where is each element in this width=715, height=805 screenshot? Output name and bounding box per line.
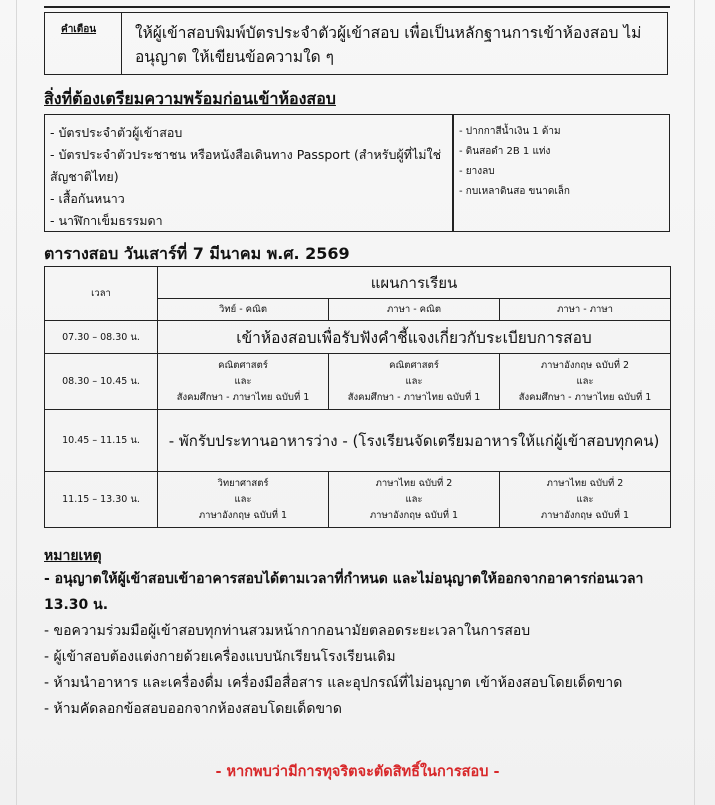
plan-header: แผนการเรียน: [158, 267, 671, 299]
table-row: [45, 410, 671, 472]
note-item: - ผู้เข้าสอบต้องแต่งกายด้วยเครื่องแบบนักเรียนโรงเรียนเดิม: [44, 649, 396, 665]
notes-list: [44, 566, 674, 722]
notes-title: หมายเหตุ: [44, 548, 102, 564]
subject-line: ภาษาไทย ฉบับที่ 2: [546, 477, 624, 489]
warning-label: คำเตือน: [61, 24, 97, 35]
top-table-border: [44, 6, 670, 8]
subject-line: สังคมศึกษา - ภาษาไทย ฉบับที่ 1: [518, 391, 652, 403]
page-edge-right: [694, 0, 695, 805]
subject-line: และ: [405, 375, 423, 387]
table-row: [45, 321, 671, 354]
page-edge-left: [16, 0, 17, 805]
note-item: - ห้ามคัดลอกข้อสอบออกจากห้องสอบโดยเด็ดขาด: [44, 701, 343, 717]
prep-item: - บัตรประจำตัวประชาชน หรือหนังสือเดินทาง Passport (สำหรับผู้ที่ไม่ใช่สัญชาติไทย): [50, 147, 442, 184]
prep-item: - บัตรประจำตัวผู้เข้าสอบ: [50, 125, 183, 140]
subject-line: และ: [405, 493, 423, 505]
subject-cell: [500, 354, 671, 410]
table-row: [45, 472, 671, 528]
break-cell: - พักรับประทานอาหารว่าง - (โรงเรียนจัดเตรียมอาหารให้แก่ผู้เข้าสอบทุกคน): [158, 410, 671, 472]
time-header: เวลา: [45, 267, 158, 321]
subject-line: และ: [234, 493, 252, 505]
subject-cell: [500, 472, 671, 528]
subject-line: วิทยาศาสตร์: [217, 477, 269, 489]
subject-cell: [158, 472, 329, 528]
note-item: - อนุญาตให้ผู้เข้าสอบเข้าอาคารสอบได้ตามเวลาที่กำหนด และไม่อนุญาตให้ออกจากอาคารก่อนเวลา 13.30 น.: [44, 571, 644, 613]
time-cell: 10.45 – 11.15 น.: [45, 410, 158, 472]
prep-box: [44, 114, 670, 232]
schedule-title: ตารางสอบ วันเสาร์ที่ 7 มีนาคม พ.ศ. 2569: [44, 244, 350, 263]
time-cell: 11.15 – 13.30 น.: [45, 472, 158, 528]
prep-item: - นาฬิกาเข็มธรรมดา: [50, 213, 163, 228]
table-header-row: [45, 267, 671, 299]
time-cell: 08.30 – 10.45 น.: [45, 354, 158, 410]
subject-line: ภาษาไทย ฉบับที่ 2: [375, 477, 453, 489]
warning-label-cell: [45, 13, 122, 74]
subject-line: คณิตศาสตร์: [218, 359, 268, 371]
prep-item: - กบเหลาดินสอ ขนาดเล็ก: [459, 186, 570, 197]
warning-text: ให้ผู้เข้าสอบพิมพ์บัตรประจำตัวผู้เข้าสอบ เพื่อเป็นหลักฐานการเข้าห้องสอบ ไม่อนุญาต ให้เขียนข้อความใด ๆ: [135, 24, 642, 66]
plan-header-lang-math: ภาษา - คณิต: [329, 299, 500, 321]
prep-title: สิ่งที่ต้องเตรียมความพร้อมก่อนเข้าห้องสอบ: [44, 89, 336, 108]
orientation-cell: เข้าห้องสอบเพื่อรับฟังคำชี้แจงเกี่ยวกับระเบียบการสอบ: [158, 321, 671, 354]
time-cell: 07.30 – 08.30 น.: [45, 321, 158, 354]
prep-item: - ดินสอดำ 2B 1 แท่ง: [459, 146, 551, 157]
prep-item: - เสื้อกันหนาว: [50, 191, 125, 206]
plan-header-sci-math: วิทย์ - คณิต: [158, 299, 329, 321]
note-item: - ขอความร่วมมือผู้เข้าสอบทุกท่านสวมหน้ากากอนามัยตลอดระยะเวลาในการสอบ: [44, 623, 531, 639]
subject-line: ภาษาอังกฤษ ฉบับที่ 1: [198, 509, 288, 521]
subject-line: คณิตศาสตร์: [389, 359, 439, 371]
subject-line: และ: [234, 375, 252, 387]
prep-right-list: [459, 122, 664, 202]
prep-divider: [452, 115, 454, 231]
prep-item: - ยางลบ: [459, 166, 495, 177]
table-row: [45, 354, 671, 410]
subject-line: ภาษาอังกฤษ ฉบับที่ 1: [540, 509, 630, 521]
subject-line: ภาษาอังกฤษ ฉบับที่ 2: [540, 359, 630, 371]
warning-box: [44, 12, 668, 75]
subject-line: และ: [576, 375, 594, 387]
subject-line: ภาษาอังกฤษ ฉบับที่ 1: [369, 509, 459, 521]
note-item: - ห้ามนำอาหาร และเครื่องดื่ม เครื่องมือสื่อสาร และอุปกรณ์ที่ไม่อนุญาต เข้าห้องสอบโดยเด็ดขาด: [44, 675, 623, 691]
plan-header-lang-lang: ภาษา - ภาษา: [500, 299, 671, 321]
prep-left-list: [50, 122, 450, 232]
subject-line: และ: [576, 493, 594, 505]
subject-line: สังคมศึกษา - ภาษาไทย ฉบับที่ 1: [347, 391, 481, 403]
prep-item: - ปากกาสีน้ำเงิน 1 ด้าม: [459, 126, 561, 137]
subject-line: สังคมศึกษา - ภาษาไทย ฉบับที่ 1: [176, 391, 310, 403]
final-warning: - หากพบว่ามีการทุจริตจะตัดสิทธิ์ในการสอบ -: [215, 764, 500, 780]
subject-cell: [329, 354, 500, 410]
subject-cell: [158, 354, 329, 410]
subject-cell: [329, 472, 500, 528]
schedule-table: [44, 266, 671, 528]
